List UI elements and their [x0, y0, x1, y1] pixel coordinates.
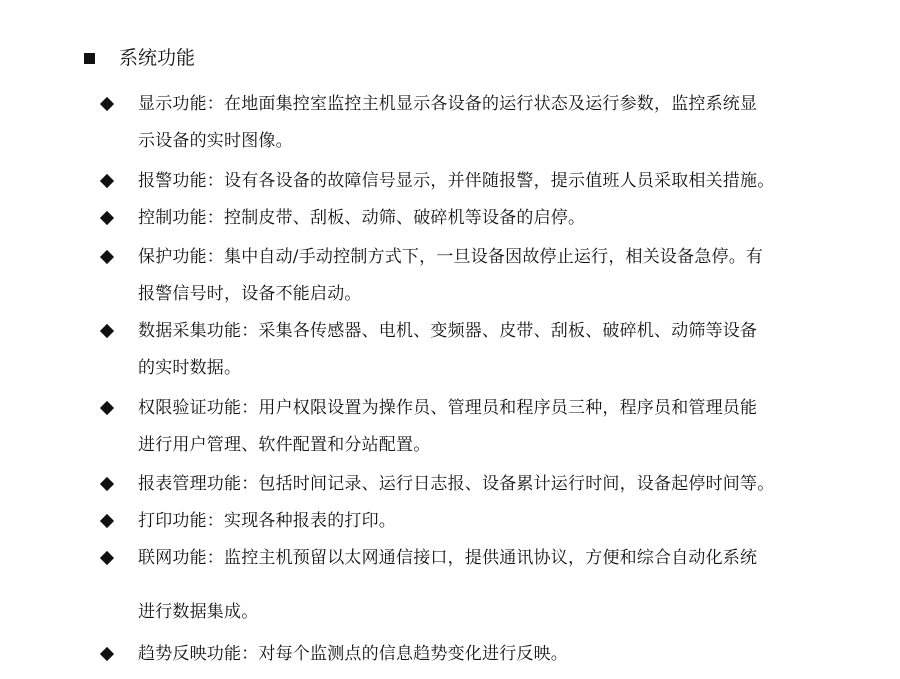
item-line: 示设备的实时图像。 — [138, 131, 293, 151]
item-line: 进行数据集成。 — [138, 602, 259, 622]
diamond-bullet-icon — [100, 401, 114, 415]
list-item — [138, 86, 828, 160]
square-bullet-icon — [84, 53, 95, 64]
list-item — [138, 636, 828, 673]
item-line: 联网功能：监控主机预留以太网通信接口，提供通讯协议，方便和综合自动化系统 — [138, 548, 758, 568]
list-item — [138, 390, 828, 464]
item-line: 趋势反映功能：对每个监测点的信息趋势变化进行反映。 — [138, 644, 568, 664]
list-item — [138, 540, 828, 631]
item-line: 控制功能：控制皮带、刮板、动筛、破碎机等设备的启停。 — [138, 208, 586, 228]
diamond-bullet-icon — [100, 551, 114, 565]
diamond-bullet-icon — [100, 250, 114, 264]
list-item — [138, 200, 828, 237]
item-line: 保护功能：集中自动/手动控制方式下，一旦设备因故停止运行，相关设备急停。有 — [138, 247, 764, 267]
item-line: 权限验证功能：用户权限设置为操作员、管理员和程序员三种，程序员和管理员能 — [138, 398, 758, 418]
item-line: 报警信号时，设备不能启动。 — [138, 284, 362, 304]
item-line: 报表管理功能：包括时间记录、运行日志报、设备累计运行时间，设备起停时间等。 — [138, 474, 775, 494]
diamond-bullet-icon — [100, 97, 114, 111]
diamond-bullet-icon — [100, 174, 114, 188]
list-item — [138, 313, 828, 387]
diamond-bullet-icon — [100, 514, 114, 528]
diamond-bullet-icon — [100, 477, 114, 491]
item-line: 进行用户管理、软件配置和分站配置。 — [138, 435, 431, 455]
list-item — [138, 466, 828, 503]
item-line: 的实时数据。 — [138, 358, 242, 378]
diamond-bullet-icon — [100, 324, 114, 338]
item-line: 报警功能：设有各设备的故障信号显示，并伴随报警，提示值班人员采取相关措施。 — [138, 171, 775, 191]
item-line: 显示功能：在地面集控室监控主机显示各设备的运行状态及运行参数，监控系统显 — [138, 94, 758, 114]
section-heading-text: 系统功能 — [119, 47, 196, 69]
item-line: 打印功能：实现各种报表的打印。 — [138, 511, 396, 531]
list-item — [138, 163, 828, 200]
diamond-bullet-icon — [100, 647, 114, 661]
list-item — [138, 239, 828, 313]
item-line: 数据采集功能：采集各传感器、电机、变频器、皮带、刮板、破碎机、动筛等设备 — [138, 321, 758, 341]
section-heading — [84, 44, 195, 72]
list-item — [138, 503, 828, 540]
diamond-bullet-icon — [100, 211, 114, 225]
